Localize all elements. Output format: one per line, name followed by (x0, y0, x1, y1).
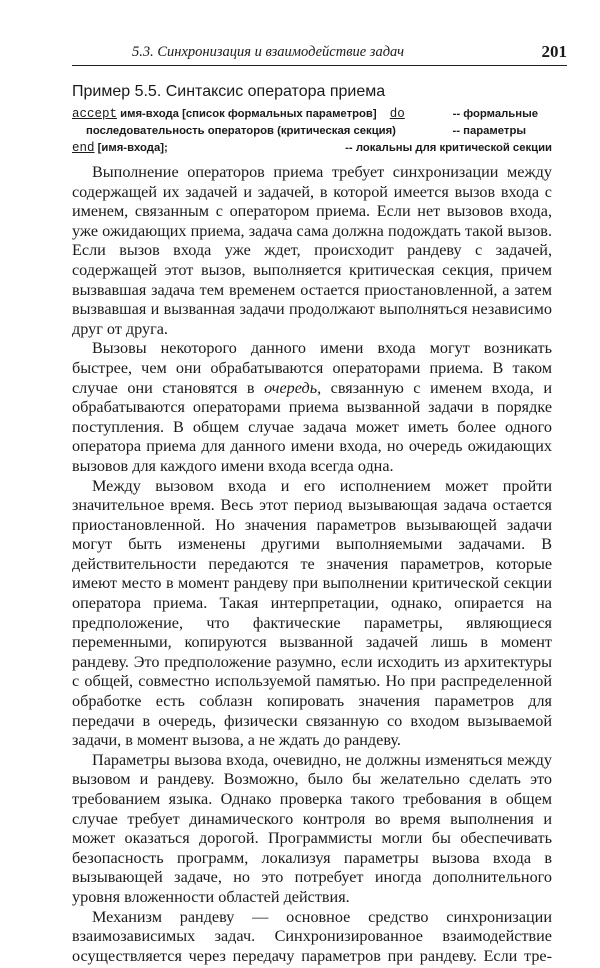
code-text: имя-входа [список формальных параметров] (120, 108, 377, 120)
paragraph-text: Выполнение операторов приема требует синхронизации между содержащей их задачей и задачей, в которой имеется вызов входа с именем, связанным с оператором приема. Если нет вызовов входа, уже ожидающих приема, задача сама должна подождать такой вызов. Если вызов входа уже ждет, происходит рандеву с задачей, содержащей этот вызов, выполняется критическая секция, причем вызвавшая задача тем временем остается приостановленной, а затем вызвавшая и вызванная задачи продолжают выполняться независимо друг от друга. (72, 163, 552, 338)
paragraph (72, 751, 552, 908)
paragraph (72, 477, 552, 751)
code-text: [имя-входа]; (97, 142, 168, 154)
emphasized-term: очередь, (264, 378, 322, 397)
code-keyword: do (389, 107, 405, 121)
header-rule (72, 65, 567, 66)
code-comment: -- формальные (452, 108, 538, 120)
paragraph-text: Механизм рандеву — основное средство синхронизации взаимозависимых задач. Синхронизированное взаимодействие осуществляется через передачу параметров при рандеву. Если тре- (72, 907, 552, 965)
code-comment: -- параметры (452, 125, 526, 137)
code-text: последовательность операторов (критическая секция) (86, 125, 396, 137)
example-title: Пример 5.5. Синтаксис оператора приема (72, 83, 386, 100)
body-text (72, 163, 552, 966)
running-header (72, 40, 567, 66)
code-comment: -- локальны для критической секции (345, 142, 552, 154)
code-line (72, 106, 552, 123)
paragraph (72, 908, 552, 967)
paragraph-text: связанную с именем входа, и обрабатываются операторами приема вызванной задачи в порядке поступления. В общем случае задача может иметь более одного оператора приема для данного имени входа, но очередь ожидающих вызовов для каждого имени входа всегда одна. (72, 378, 552, 475)
code-block (72, 106, 552, 157)
paragraph-text: Параметры вызова входа, очевидно, не должны изменяться между вызовом и рандеву. Возможно, было бы желательно сделать это требованием языка. Однако проверка такого требования в общем случае требует динамического контроля во время выполнения и может оказаться дорогой. Программисты могли бы обеспечивать безопасность программ, локализуя параметры вызова входа в вызывающей задаче, но это потребует иногда дополнительного уровня вложенности областей действия. (72, 750, 552, 906)
paragraph-text: Между вызовом входа и его исполнением может пройти значительное время. Весь этот период вызывающая задача остается приостановленной. Но значения параметров вызывающей задачи могут быть изменены другими выполняемыми задачами. В действительности передаются те значения параметров, которые имеют место в момент рандеву при выполнении критической секции оператора приема. Такая интерпретации, однако, опирается на предположение, что фактические параметры, являющиеся переменными, копируются вызванной задачей лишь в момент рандеву. Это предположение разумно, если исходить из архитектуры с общей, совместно используемой памятью. Но при распределенной обработке есть соблазн копировать значения параметров для передачи в очередь, физически связанную со входом вызываемой задачи, в момент вызова, а не ждать до рандеву. (72, 476, 552, 750)
paragraph-text: Вызовы некоторого данного имени входа могут возникать быстрее, чем они обрабатываются операторами приема. В таком случае они становятся в (72, 339, 552, 397)
code-keyword: accept (72, 107, 118, 121)
page-number: 201 (541, 42, 567, 61)
code-line (72, 123, 552, 140)
header-title: 5.3. Синхронизация и взаимодействие задач (132, 44, 405, 60)
code-keyword: end (72, 141, 95, 155)
code-line (72, 140, 552, 157)
paragraph (72, 339, 552, 476)
paragraph (72, 163, 552, 339)
